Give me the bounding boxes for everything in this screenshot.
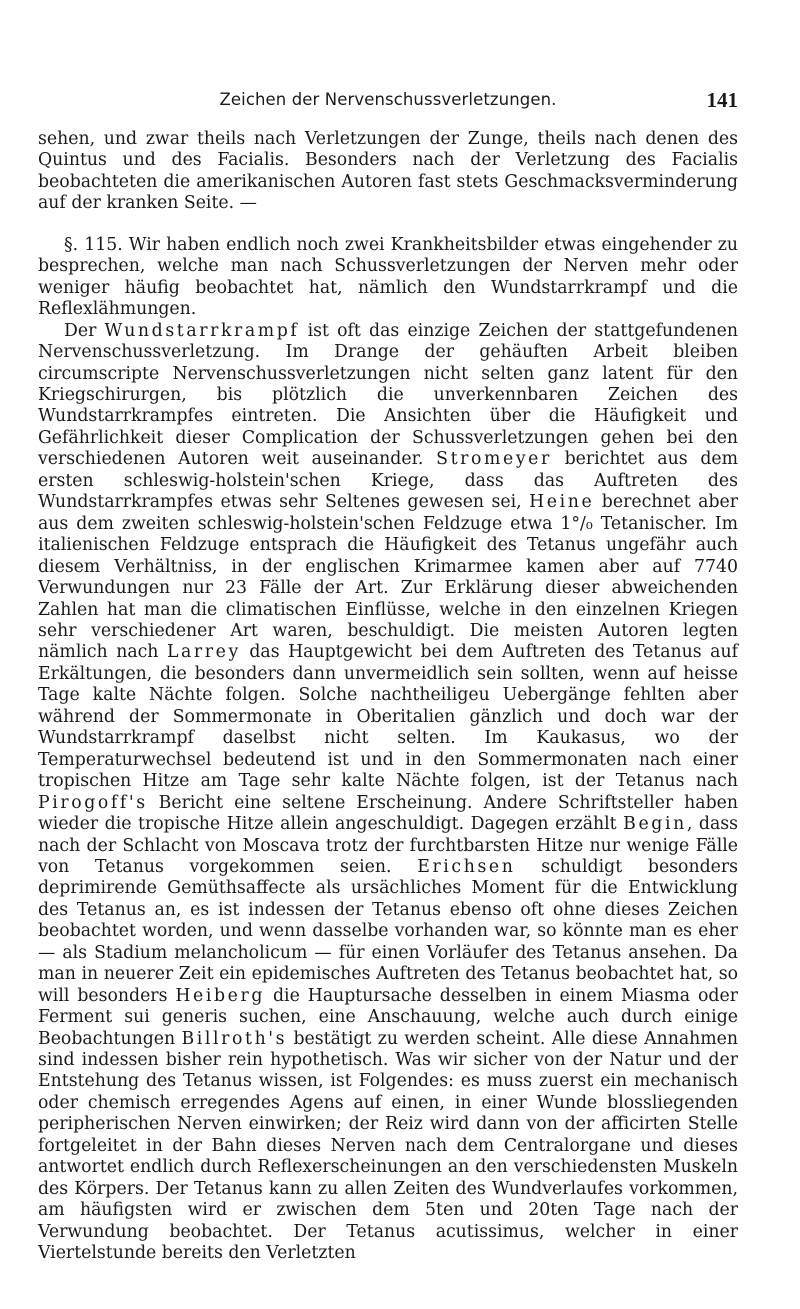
spaced-name: Heine	[529, 492, 595, 513]
spaced-name: Stromeyer	[436, 449, 552, 470]
text-run: ist oft das einzige Zeichen der stattgefundenen Nervenschussverletzung. Im Drange der gehäuften Arbeit bleiben circumscripte Nervenschussverletzungen nicht selten ganz latent für den Kriegschirurgen, bis plötzlich die unverkennbaren Zeichen des Wundstarrkrampfes eintreten. Die Ansichten über die Häufigkeit und Gefährlichkeit dieser Complication der Schussverletzungen gehen bei den verschiedenen Autoren weit auseinander.	[38, 320, 739, 470]
spaced-name: Wundstarrkrampf	[104, 320, 300, 341]
text-run: schuldigt besonders deprimirende Gemüthsaffecte als ursächliches Moment für die Entwicklung des Tetanus an, es ist indessen der Tetanus ebenso oft ohne dieses Zeichen beobachtet worden, und wenn dasselbe vorhanden war, so könnte man es eher — als Stadium melancholicum — für einen Vorläufer des Tetanus ansehen. Da man in neuerer Zeit ein epidemisches Auftreten des Tetanus beobachtet hat, so will besonders	[38, 856, 738, 1006]
paragraph	[38, 321, 738, 1265]
text-run: §. 115. Wir haben endlich noch zwei Krankheitsbilder etwas eingehender zu besprechen, welche man nach Schussverletzungen der Nerven mehr oder weniger häufig beobachtet hat, nämlich den Wundstarrkrampf und die Reflexlähmungen.	[38, 234, 738, 320]
text-run: bestätigt zu werden scheint. Alle diese Annahmen sind indessen bisher rein hypothetisch. Was wir sicher von der Natur und der Entstehung des Tetanus wissen, ist Folgendes: es muss zuerst ein mechanisch oder chemisch erregendes Agens auf einen, in einer Wunde blossliegenden peripherischen Nerven einwirken; der Reiz wird dann von der afficirten Stelle fortgeleitet in der Bahn dieses Nerven nach dem Centralorgane und dieses antwortet endlich durch Reflexerscheinungen an den verschiedensten Muskeln des Körpers. Der Tetanus kann zu allen Zeiten des Wundverlaufes vorkommen, am häufigsten wird er zwischen dem 5ten und 20ten Tage nach der Verwundung beobachtet. Der Tetanus acutissimus, welcher in einer Viertelstunde bereits den Verletzten	[38, 1028, 738, 1264]
paragraph	[38, 129, 738, 215]
page-number: 141	[706, 88, 738, 112]
spaced-name: Billroth's	[181, 1028, 288, 1049]
text-run: Der	[64, 320, 105, 341]
spaced-name: Larrey	[166, 642, 241, 663]
spaced-name: Erichsen	[417, 856, 516, 877]
text-run: sehen, und zwar theils nach Verletzungen der Zunge, theils nach denen des Quintus und des Facialis. Besonders nach der Verletzung des Facialis beobachteten die amerikanischen Autoren fast stets Geschmacksverminderung auf der kranken Seite. —	[38, 129, 738, 214]
text-run: die Hauptursache desselben in einem Miasma oder Ferment sui generis suchen, eine Anschauung, welche auch durch einige Beobachtungen	[38, 985, 738, 1049]
running-title: Zeichen der Nervenschussverletzungen.	[219, 90, 557, 109]
text-run: , dass nach der Schlacht von Moscava trotz der furchtbarsten Hitze nur wenige Fälle von Tetanus vorgekommen seien.	[38, 814, 738, 877]
text-run: berichtet aus dem ersten schleswig-holstein'schen Kriege, dass das Auftreten des Wundstarrkrampfes etwas sehr Seltenes gewesen sei,	[38, 449, 738, 513]
text-run: das Hauptgewicht bei dem Auftreten des Tetanus auf Erkältungen, die besonders dann unvermeidlich sein sollten, wenn auf heisse Tage kalte Nächte folgen. Solche nachtheiligeu Uebergänge fehlten aber während der Sommermonate in Oberitalien gänzlich und doch war der Wundstarrkrampf daselbst nicht selten. Im Kaukasus, wo der Temperaturwechsel bedeutend ist und in den Sommermonaten nach einer tropischen Hitze am Tage sehr kalte Nächte folgen, ist der Tetanus nach	[38, 642, 738, 792]
text-run: berechnet aber aus dem zweiten schleswig-holstein'schen Feldzuge etwa 1°/₀ Tetanischer. Im italienischen Feldzuge entsprach die Häufigkeit des Tetanus ungefähr auch diesem Verhältniss, in der englischen Krimarmee kamen aber auf 7740 Verwundungen nur 23 Fälle der Art. Zur Erklärung dieser abweichenden Zahlen hat man die climatischen Einflüsse, welche in den einzelnen Kriegen sehr verschiedener Art waren, beschuldigt. Die meisten Autoren legten nämlich nach	[38, 492, 739, 663]
spaced-name: Pirogoff's	[38, 792, 148, 813]
spaced-name: Begin	[623, 814, 687, 835]
paragraph	[38, 235, 738, 321]
spaced-name: Heiberg	[175, 985, 266, 1006]
text-run: Bericht eine seltene Erscheinung. Andere Schriftsteller haben wieder die tropische Hitze allein angeschuldigt. Dagegen erzählt	[38, 792, 738, 835]
body-text	[38, 129, 738, 1265]
running-head	[38, 88, 738, 114]
